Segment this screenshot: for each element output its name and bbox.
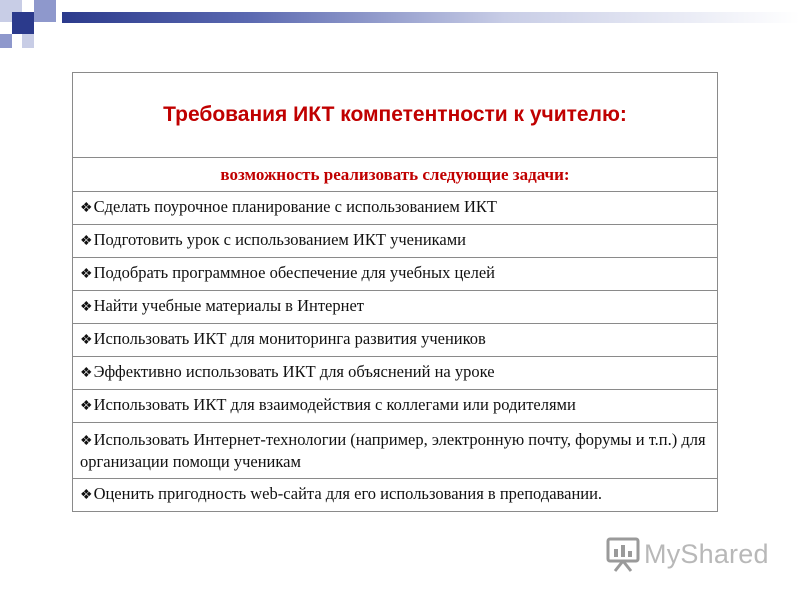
diamond-bullet-icon: ❖	[80, 333, 93, 348]
list-item	[73, 479, 717, 511]
list-item-text: Оценить пригодность web-сайта для его использования в преподавании.	[93, 484, 603, 503]
list-item	[73, 357, 717, 390]
requirements-table	[72, 72, 718, 512]
diamond-bullet-icon: ❖	[80, 434, 93, 449]
list-item	[73, 423, 717, 479]
diamond-bullet-icon: ❖	[80, 267, 93, 282]
list-item-text: Использовать ИКТ для взаимодействия с коллегами или родителями	[93, 395, 576, 414]
deco-square	[12, 12, 34, 34]
header-gradient-bar	[62, 12, 800, 23]
deco-square	[34, 0, 56, 22]
diamond-bullet-icon: ❖	[80, 201, 93, 216]
list-item	[73, 225, 717, 258]
deco-square	[22, 0, 34, 12]
deco-square	[0, 34, 12, 48]
list-item	[73, 192, 717, 225]
diamond-bullet-icon: ❖	[80, 234, 93, 249]
list-item-text: Подобрать программное обеспечение для учебных целей	[93, 263, 495, 282]
list-item	[73, 258, 717, 291]
list-item	[73, 324, 717, 357]
list-item	[73, 291, 717, 324]
list-item-text: Эффективно использовать ИКТ для объяснений на уроке	[93, 362, 495, 381]
diamond-bullet-icon: ❖	[80, 399, 93, 414]
presentation-board-icon	[606, 536, 640, 572]
page-title: Требования ИКТ компетентности к учителю:	[73, 73, 717, 158]
list-item-text: Использовать Интернет-технологии (например, электронную почту, форумы и т.п.) для организации помощи ученикам	[80, 430, 706, 471]
diamond-bullet-icon: ❖	[80, 300, 93, 315]
diamond-bullet-icon: ❖	[80, 366, 93, 381]
list-item-text: Использовать ИКТ для мониторинга развития учеников	[93, 329, 486, 348]
diamond-bullet-icon: ❖	[80, 488, 93, 503]
list-item-text: Найти учебные материалы в Интернет	[93, 296, 364, 315]
list-item-text: Подготовить урок с использованием ИКТ учениками	[93, 230, 467, 249]
deco-square	[22, 34, 34, 48]
table-subtitle: возможность реализовать следующие задачи:	[73, 158, 717, 192]
myshared-logo	[606, 536, 769, 572]
list-item-text: Сделать поурочное планирование с использованием ИКТ	[93, 197, 497, 216]
list-item	[73, 390, 717, 423]
logo-text: MyShared	[644, 538, 769, 569]
